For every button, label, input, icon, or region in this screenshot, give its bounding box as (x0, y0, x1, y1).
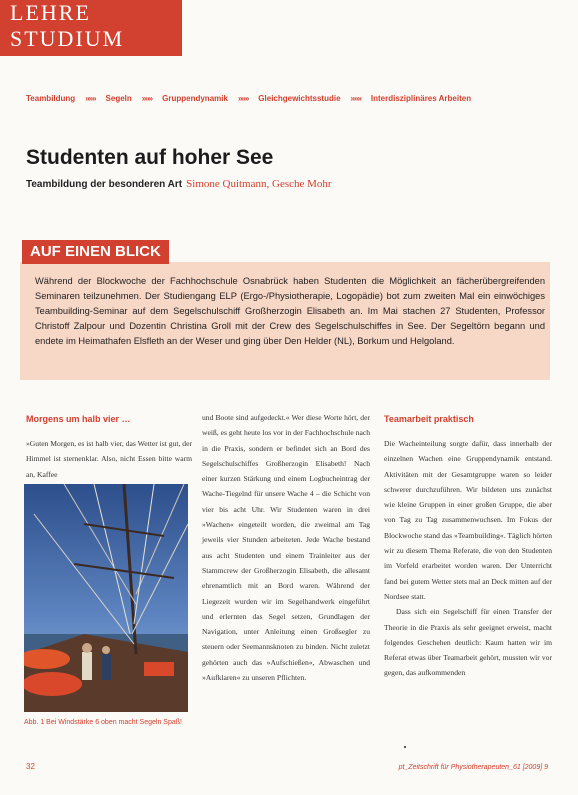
col3-heading: Teamarbeit praktisch (384, 414, 474, 424)
keyword-gleichgewichtsstudie: Gleichgewichtsstudie (258, 94, 341, 103)
article-subtitle: Teambildung der besonderen Art (26, 179, 183, 190)
col1-heading: Morgens um halb vier … (26, 414, 131, 424)
at-a-glance-label: AUF EINEN BLICK (22, 240, 169, 264)
photo-caption: Abb. 1 Bei Windstärke 6 oben macht Segeln Spaß! (24, 719, 182, 726)
section-header-band (0, 0, 182, 56)
journal-footer: pt_Zeitschrift für Physiotherapeuten_61 [2009] 9 (398, 764, 548, 771)
col3-paragraph: Dass sich ein Segelschiff für einen Transfer der Theorie in die Praxis als sehr geeignet erweist, macht folgendes Geschehen deutlich: Kaum hatten wir im Referat etwas über Teamarbeit gehört, mussten wir vor gegen, das aufkommenden (384, 607, 552, 678)
section-header-line2: STUDIUM (10, 26, 125, 51)
keyword-separator: »»» (85, 94, 96, 103)
ink-dot (404, 746, 406, 748)
keyword-separator: »»» (141, 94, 153, 103)
keyword-separator: »»» (237, 94, 249, 103)
col1-text (26, 436, 192, 482)
ship-photo-image (24, 484, 188, 712)
keyword-separator: »»» (350, 94, 361, 103)
page-number: 32 (26, 762, 35, 771)
keyword-teambildung: Teambildung (26, 94, 76, 103)
keyword-nav (26, 94, 471, 103)
col3-text (384, 436, 552, 681)
article-authors: Simone Quitmann, Gesche Mohr (186, 178, 332, 190)
keyword-interdisziplinaer: Interdisziplinäres Arbeiten (370, 94, 472, 103)
col1-paragraph: »Guten Morgen, es ist halb vier, das Wetter ist gut, der Himmel ist sternenklar. Also, nicht Essen bitte warm an, Kaffee (26, 439, 192, 479)
keyword-segeln: Segeln (105, 94, 132, 103)
at-a-glance-text: Während der Blockwoche der Fachhochschule Osnabrück haben Studenten die Möglichkeit an fächerübergreifenden Seminaren teilzunehmen. Der Studiengang ELP (Ergo-/Physiotherapie, Logopädie) bot zum zweiten Mal ein einwöchiges Teambuilding-Seminar auf dem Segelschulschiff Großherzogin Elisabeth an. Im Mai stachen 27 Studenten, Professor Christoff Zalpour und Dozentin Christina Groll mit der Crew des Segelschulschiffes in See. Der Segeltörn begann und endete im Heimathafen Elsfleth an der Weser und ging über Den Helder (NL), Borkum und Helgoland. (35, 276, 545, 346)
section-header-line1: LEHRE (10, 0, 91, 25)
article-title: Studenten auf hoher See (26, 146, 274, 169)
col2-paragraph: und Boote sind aufgedeckt.« Wer diese Worte hört, der weiß, es geht heute los vor in der Fachhochschule nach in die Praxis, sondern er befindet sich an Bord des Segelschulschiffes Großherzogin Elisabeth! Nach einer kurzen Stärkung und einem Logbucheintrag der Wache-Tiegelnd für unsere Wache 4 – die Schicht von vier bis acht Uhr. Wir Studenten waren in drei »Wachen« eingeteilt worden, die zweimal am Tag jeweils vier Stunden arbeiteten. Jede Wache bestand aus acht Studenten und einem Trainleiter aus der Stammcrew der Großherzogin Elisabeth, die allesamt ehrenamtlich mit an Bord waren. Während der Liegezeit wurden wir im Segelhandwerk eingeführt und erlernten das Segel setzen, Grundlagen der Navigation, unter Anleitung einen Großsegler zu steuern oder Seemannsknoten zu binden. Nicht zuletzt gehörten auch das »Aufschießen«, Abwaschen und »Aufklaren« zu unseren Pflichten. (202, 413, 370, 683)
keyword-gruppendynamik: Gruppendynamik (162, 94, 228, 103)
article-subtitle-line (26, 178, 332, 190)
ship-photo (24, 484, 188, 712)
col2-text (202, 410, 370, 685)
col3-paragraph: Die Wacheinteilung sorgte dafür, dass innerhalb der einzelnen Wachen eine Gruppendynamik entstand. Aktivitäten mit der Gesamtgruppe waren so leider schwerer durchzuführen. Wir bildeten uns zunächst wie kleine Gruppen in einer großen Gruppe, die aber von Tag zu Tag zusammenwuchsen. Im Fokus der Blockwoche stand das »Teambuilding«. Täglich hörten wir zu diesem Thema Referate, die von den Studenten im Vorfeld erarbeitet worden waren. Der Unterricht fand bei gutem Wetter stets mal an Deck mitten auf der Nordsee statt. (384, 439, 552, 601)
